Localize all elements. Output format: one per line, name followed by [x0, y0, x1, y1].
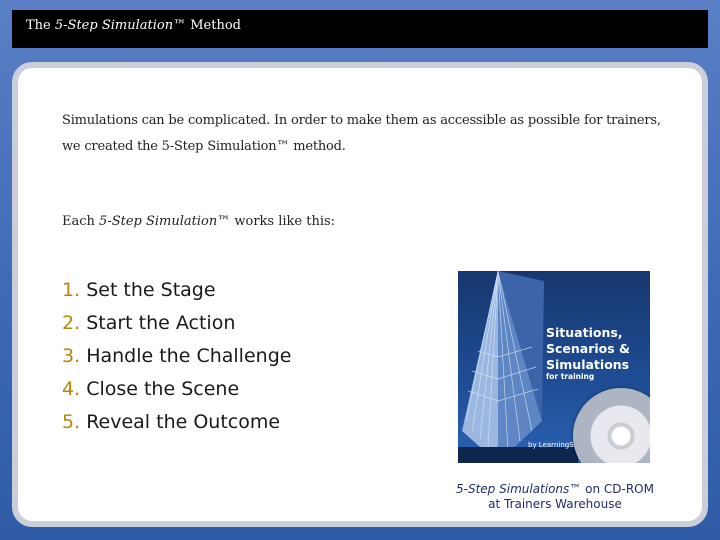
- title-prefix: The: [26, 18, 51, 33]
- book-title-line: Simulations: [546, 357, 630, 372]
- product-caption: [420, 482, 690, 512]
- cd-product-image: [458, 271, 650, 463]
- caption-suffix: on CD-ROM: [585, 482, 654, 496]
- caption-line-1: [420, 482, 690, 497]
- step-label: Reveal the Outcome: [86, 411, 281, 433]
- step-label: Handle the Challenge: [86, 345, 292, 367]
- title-emphasis: 5-Step Simulation™: [54, 18, 187, 33]
- step-number: 4.: [62, 378, 81, 400]
- step-number: 2.: [62, 312, 81, 334]
- step-label: Set the Stage: [86, 279, 216, 301]
- book-brand: by LearningS: [528, 441, 574, 449]
- step-item: [62, 340, 291, 373]
- title-suffix: Method: [190, 18, 241, 33]
- each-line: [62, 214, 335, 229]
- content-panel: [12, 62, 708, 527]
- step-label: Close the Scene: [86, 378, 240, 400]
- step-item: [62, 373, 291, 406]
- slide-title-bar: [12, 10, 708, 48]
- book-subtitle: for training: [546, 372, 595, 381]
- book-title-line: Scenarios &: [546, 341, 630, 356]
- step-number: 1.: [62, 279, 81, 301]
- step-item: [62, 307, 291, 340]
- each-suffix: works like this:: [234, 214, 336, 229]
- intro-paragraph: Simulations can be complicated. In order to make them as accessible as possible for trainers, we created the 5-Step Simulation™ method.: [62, 113, 661, 154]
- book-title: [546, 325, 630, 373]
- book-title-line: Situations,: [546, 325, 623, 340]
- caption-line-2: at Trainers Warehouse: [488, 497, 622, 511]
- step-label: Start the Action: [86, 312, 236, 334]
- caption-emphasis: 5-Step Simulations™: [456, 482, 582, 496]
- each-prefix: Each: [62, 214, 95, 229]
- each-emphasis: 5-Step Simulation™: [99, 214, 231, 229]
- step-number: 5.: [62, 411, 81, 433]
- steps-list: [62, 274, 291, 439]
- step-item: [62, 406, 291, 439]
- step-item: [62, 274, 291, 307]
- step-number: 3.: [62, 345, 81, 367]
